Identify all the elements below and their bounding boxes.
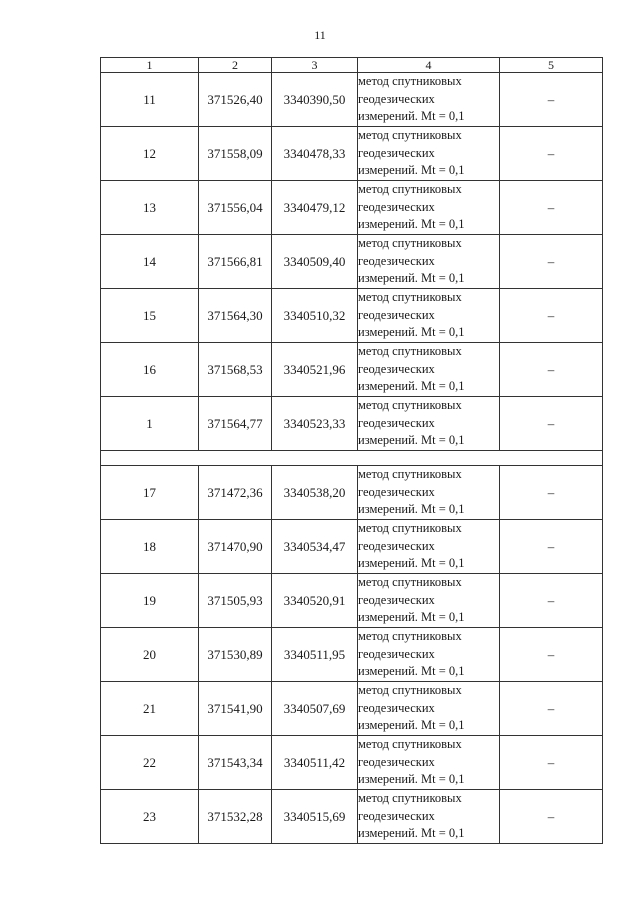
note-cell: – — [500, 466, 603, 520]
note-cell: – — [500, 628, 603, 682]
coordinate-x: 371543,34 — [199, 736, 272, 790]
method-line: метод спутниковых — [358, 467, 462, 482]
method-line: метод спутниковых — [358, 182, 462, 197]
method-line: измерений. Mt = 0,1 — [358, 772, 465, 787]
method-description — [358, 127, 500, 181]
method-description — [358, 628, 500, 682]
method-description — [358, 520, 500, 574]
method-line: геодезических — [358, 415, 435, 430]
point-number: 20 — [101, 628, 199, 682]
method-line: геодезических — [358, 307, 435, 322]
coordinate-y: 3340515,69 — [272, 790, 358, 844]
note-cell: – — [500, 73, 603, 127]
point-number: 13 — [101, 181, 199, 235]
point-number: 18 — [101, 520, 199, 574]
table-row — [101, 682, 603, 736]
coordinate-x: 371526,40 — [199, 73, 272, 127]
coordinates-table — [100, 57, 603, 844]
method-line: геодезических — [358, 91, 435, 106]
coordinate-y: 3340478,33 — [272, 127, 358, 181]
note-cell: – — [500, 736, 603, 790]
point-number: 17 — [101, 466, 199, 520]
method-description — [358, 343, 500, 397]
coordinate-x: 371564,30 — [199, 289, 272, 343]
method-line: метод спутниковых — [358, 398, 462, 413]
note-cell: – — [500, 235, 603, 289]
coordinate-x: 371472,36 — [199, 466, 272, 520]
method-line: метод спутниковых — [358, 128, 462, 143]
coordinate-x: 371566,81 — [199, 235, 272, 289]
method-line: измерений. Mt = 0,1 — [358, 556, 465, 571]
table-row — [101, 790, 603, 844]
method-line: измерений. Mt = 0,1 — [358, 325, 465, 340]
note-cell: – — [500, 682, 603, 736]
method-line: метод спутниковых — [358, 737, 462, 752]
coordinate-y: 3340523,33 — [272, 397, 358, 451]
method-line: метод спутниковых — [358, 344, 462, 359]
note-cell: – — [500, 127, 603, 181]
column-header: 5 — [500, 58, 603, 73]
table-row — [101, 574, 603, 628]
method-line: геодезических — [358, 484, 435, 499]
point-number: 16 — [101, 343, 199, 397]
method-description — [358, 790, 500, 844]
method-line: метод спутниковых — [358, 74, 462, 89]
method-line: измерений. Mt = 0,1 — [358, 379, 465, 394]
method-description — [358, 181, 500, 235]
table-header-row — [101, 58, 603, 73]
coordinate-y: 3340479,12 — [272, 181, 358, 235]
column-header: 1 — [101, 58, 199, 73]
method-line: метод спутниковых — [358, 290, 462, 305]
table-body — [101, 73, 603, 844]
method-description — [358, 736, 500, 790]
method-description — [358, 574, 500, 628]
method-line: измерений. Mt = 0,1 — [358, 718, 465, 733]
point-number: 11 — [101, 73, 199, 127]
note-cell: – — [500, 289, 603, 343]
table-row — [101, 736, 603, 790]
table-row — [101, 235, 603, 289]
coordinate-y: 3340520,91 — [272, 574, 358, 628]
method-line: измерений. Mt = 0,1 — [358, 610, 465, 625]
method-line: геодезических — [358, 646, 435, 661]
point-number: 21 — [101, 682, 199, 736]
coordinate-y: 3340507,69 — [272, 682, 358, 736]
table-row — [101, 628, 603, 682]
coordinate-y: 3340390,50 — [272, 73, 358, 127]
method-description — [358, 73, 500, 127]
method-line: метод спутниковых — [358, 791, 462, 806]
table-row — [101, 73, 603, 127]
point-number: 19 — [101, 574, 199, 628]
coordinate-x: 371470,90 — [199, 520, 272, 574]
coordinate-y: 3340534,47 — [272, 520, 358, 574]
table-row — [101, 397, 603, 451]
method-line: измерений. Mt = 0,1 — [358, 271, 465, 286]
method-line: метод спутниковых — [358, 521, 462, 536]
method-line: измерений. Mt = 0,1 — [358, 502, 465, 517]
method-line: геодезических — [358, 538, 435, 553]
method-line: метод спутниковых — [358, 683, 462, 698]
coordinate-y: 3340510,32 — [272, 289, 358, 343]
method-line: геодезических — [358, 145, 435, 160]
coordinate-x: 371541,90 — [199, 682, 272, 736]
page-number: 11 — [314, 28, 326, 42]
method-description — [358, 466, 500, 520]
note-cell: – — [500, 790, 603, 844]
method-description — [358, 289, 500, 343]
method-line: геодезических — [358, 592, 435, 607]
table-row — [101, 343, 603, 397]
column-header: 4 — [358, 58, 500, 73]
method-line: геодезических — [358, 253, 435, 268]
method-line: геодезических — [358, 808, 435, 823]
note-cell: – — [500, 181, 603, 235]
method-line: метод спутниковых — [358, 575, 462, 590]
point-number: 14 — [101, 235, 199, 289]
coordinate-x: 371558,09 — [199, 127, 272, 181]
coordinate-x: 371530,89 — [199, 628, 272, 682]
coordinate-y: 3340521,96 — [272, 343, 358, 397]
point-number: 1 — [101, 397, 199, 451]
coordinate-x: 371556,04 — [199, 181, 272, 235]
column-header: 2 — [199, 58, 272, 73]
method-line: измерений. Mt = 0,1 — [358, 433, 465, 448]
method-line: измерений. Mt = 0,1 — [358, 664, 465, 679]
table-row — [101, 466, 603, 520]
coordinate-x: 371568,53 — [199, 343, 272, 397]
method-description — [358, 235, 500, 289]
table-row — [101, 520, 603, 574]
separator-row — [101, 451, 603, 466]
point-number: 23 — [101, 790, 199, 844]
point-number: 22 — [101, 736, 199, 790]
method-line: геодезических — [358, 361, 435, 376]
note-cell: – — [500, 397, 603, 451]
coordinate-x: 371505,93 — [199, 574, 272, 628]
note-cell: – — [500, 574, 603, 628]
separator-cell — [101, 451, 603, 466]
coordinate-y: 3340509,40 — [272, 235, 358, 289]
column-header: 3 — [272, 58, 358, 73]
table-row — [101, 289, 603, 343]
method-line: измерений. Mt = 0,1 — [358, 217, 465, 232]
table-row — [101, 181, 603, 235]
method-line: геодезических — [358, 754, 435, 769]
method-line: метод спутниковых — [358, 629, 462, 644]
method-line: измерений. Mt = 0,1 — [358, 163, 465, 178]
coordinate-x: 371532,28 — [199, 790, 272, 844]
method-line: измерений. Mt = 0,1 — [358, 826, 465, 841]
method-line: геодезических — [358, 700, 435, 715]
coordinate-y: 3340511,42 — [272, 736, 358, 790]
coordinate-y: 3340538,20 — [272, 466, 358, 520]
method-description — [358, 682, 500, 736]
method-line: измерений. Mt = 0,1 — [358, 109, 465, 124]
point-number: 15 — [101, 289, 199, 343]
table-row — [101, 127, 603, 181]
method-description — [358, 397, 500, 451]
point-number: 12 — [101, 127, 199, 181]
method-line: метод спутниковых — [358, 236, 462, 251]
coordinate-y: 3340511,95 — [272, 628, 358, 682]
method-line: геодезических — [358, 199, 435, 214]
note-cell: – — [500, 520, 603, 574]
coordinate-x: 371564,77 — [199, 397, 272, 451]
note-cell: – — [500, 343, 603, 397]
